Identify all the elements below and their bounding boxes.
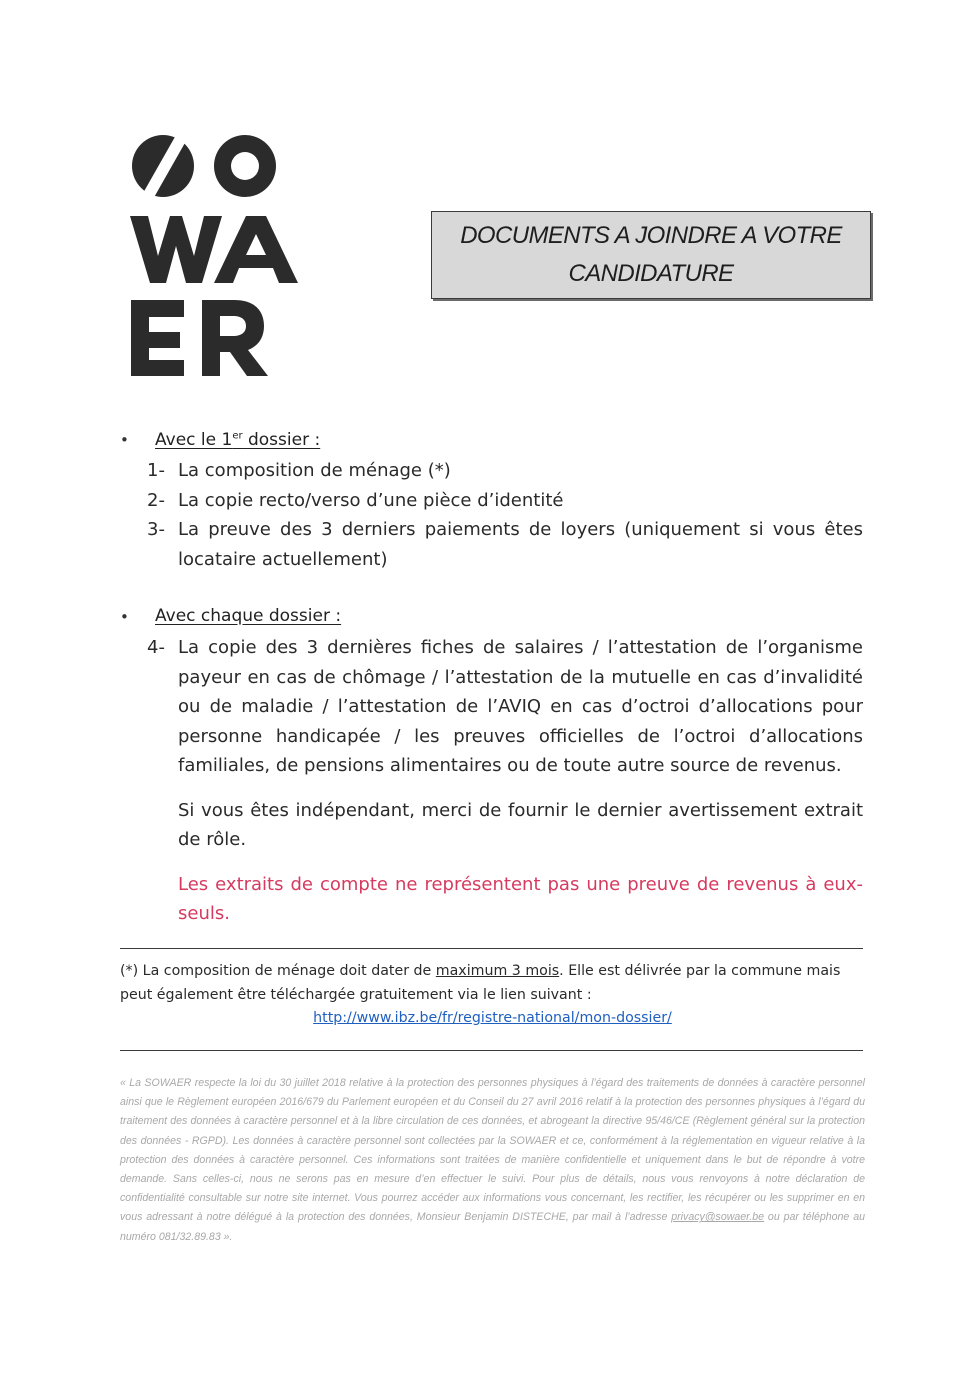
item-number: 4-	[147, 637, 165, 658]
bullet-section-2: •	[120, 608, 129, 626]
independent-note: Si vous êtes indépendant, merci de fournir le dernier avertissement extrait de rôle.	[178, 800, 863, 850]
item-number: 2-	[147, 490, 165, 511]
section-1-title	[155, 430, 320, 450]
privacy-email-link[interactable]: privacy@sowaer.be	[671, 1211, 765, 1224]
item-text: La composition de ménage (*)	[178, 460, 451, 481]
title-line-2: CANDIDATURE	[568, 260, 734, 287]
registry-link[interactable]: http://www.ibz.be/fr/registre-national/mon-dossier/	[313, 1010, 672, 1026]
title-box	[431, 211, 871, 299]
sowaer-logo	[128, 128, 308, 378]
warning-note: Les extraits de compte ne représentent pas une preuve de revenus à eux-seuls.	[178, 874, 863, 924]
list-item	[147, 486, 863, 516]
bullet-section-1: •	[120, 431, 129, 449]
item-number: 3-	[147, 519, 165, 540]
divider	[120, 948, 863, 949]
item-text: La copie des 3 dernières fiches de salaires / l’attestation de l’organisme payeur en cas de chômage / l’attestation de la mutuelle en cas d’invalidité ou de maladie / l’attestation de l’AVIQ en cas d’octroi d’allocations pour personne handicapée / les preuves officielles de l’octroi d’allocations familiales, de pensions alimentaires ou de toute autre source de revenus.	[178, 637, 863, 776]
privacy-text-a: « La SOWAER respecte la loi du 30 juillet 2018 relative à la protection des personnes physiques à l’égard des traitements de données à caractère personnel ainsi que le Règlement européen 2016/679 du Parlement européen et du Conseil du 27 avril 2016 relatif à la protection des personnes physiques à l’égard du traitement des données à caractère personnel et à la libre circulation de ces données, et abrogeant la directive 95/46/CE (Règlement général sur la protection des données - RGPD). Les données à caractère personnel sont collectées par la SOWAER et ce, conformément à la réglementation en vigueur relative à la protection des données à caractère personnel. Ces informations sont traitées de manière confidentielle et uniquement dans le but de répondre à votre demande. Sans celles-ci, nous ne serons pas en mesure d’en effectuer le suivi. Pour plus de détails, nous vous renvoyons à notre déclaration de confidentialité consultable sur notre site internet. Vous pourrez accéder aux informations vous concernant, les rectifier, les récupérer ou les supprimer en en vous adressant à notre délégué à la protection des données, Monsieur Benjamin DISTECHE, par mail à l’adresse	[120, 1077, 865, 1224]
page-title	[460, 217, 842, 293]
list-item	[147, 515, 863, 574]
section-1-title-b: dossier :	[242, 430, 321, 450]
section-1-title-a: Avec le 1	[155, 430, 233, 450]
footnote	[120, 959, 865, 1007]
footnote-text-a: (*) La composition de ménage doit dater de	[120, 963, 436, 979]
item-number: 1-	[147, 460, 165, 481]
item-text: La preuve des 3 derniers paiements de loyers (uniquement si vous êtes locataire actuellement)	[178, 519, 863, 570]
item-text: La copie recto/verso d’une pièce d’identité	[178, 490, 564, 511]
list-item	[147, 456, 863, 486]
section-2-title: Avec chaque dossier :	[155, 606, 342, 626]
sowaer-logo-graphic	[128, 128, 308, 378]
privacy-text-b: ou par téléphone au numéro 081/32.89.83 ».	[120, 1211, 865, 1243]
privacy-notice	[120, 1074, 865, 1247]
divider	[120, 1050, 863, 1051]
list-item	[147, 633, 863, 781]
footnote-text-b: . Elle est délivrée par la commune mais peut également être téléchargée gratuitement via le lien suivant :	[120, 963, 841, 1003]
section-1-title-sup: er	[232, 430, 243, 442]
footnote-underlined: maximum 3 mois	[435, 963, 560, 979]
title-line-1: DOCUMENTS A JOINDRE A VOTRE	[460, 222, 842, 249]
